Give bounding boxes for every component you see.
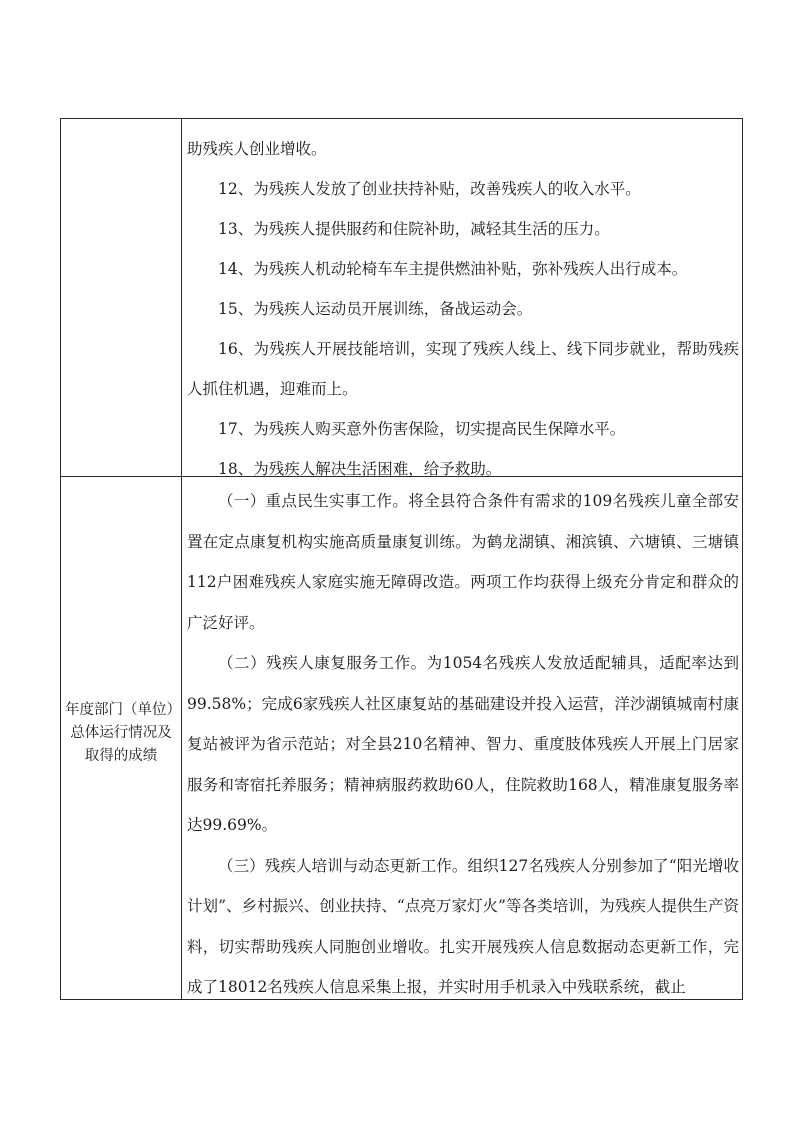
paragraph: 17、为残疾人购买意外伤害保险，切实提高民生保障水平。 — [218, 420, 626, 438]
paragraph: 助残疾人创业增收。 — [187, 140, 327, 158]
paragraph: 15、为残疾人运动员开展训练，备战运动会。 — [218, 300, 533, 318]
row-header-line: 取得的成绩 — [84, 748, 158, 764]
upper-content-cell — [187, 129, 739, 489]
paragraph: 12、为残疾人发放了创业扶持补贴，改善残疾人的收入水平。 — [218, 180, 641, 198]
paragraph: （三）残疾人培训与动态更新工作。组织127名残疾人分别参加了“阳光增收计划”、乡村振兴、创业扶持、“点亮万家灯火”等各类培训，为残疾人提供生产资料，切实帮助残疾人同胞创业增收。扎实开展残疾人信息数据动态更新工作，完成了18012名残疾人信息采集上报，并实时用手机录入中残联系统，截止 — [187, 856, 739, 996]
paragraph: （一）重点民生实事工作。将全县符合条件有需求的109名残疾儿童全部安置在定点康复机构实施高质量康复训练。为鹤龙湖镇、湘滨镇、六塘镇、三塘镇112户困难残疾人家庭实施无障碍改造。两项工作均获得上级充分肯定和群众的广泛好评。 — [187, 492, 739, 632]
paragraph: 13、为残疾人提供服药和住院补助，减轻其生活的压力。 — [218, 220, 610, 238]
report-table — [60, 118, 743, 1000]
paragraph: 18、为残疾人解决生活困难，给予救助。 — [218, 460, 502, 478]
lower-content-cell — [187, 481, 739, 1008]
column-divider — [181, 119, 182, 999]
paragraph: （二）残疾人康复服务工作。为1054名残疾人发放适配辅具，适配率达到99.58%；完成6家残疾人社区康复站的基础建设并投入运营，洋沙湖镇城南村康复站被评为省示范站；对全县210名精神、智力、重度肢体残疾人开展上门居家服务和寄宿托养服务；精神病服药救助60人，住院救助168人，精准康复服务率达99.69%。 — [187, 654, 739, 834]
row-header-label — [65, 699, 181, 768]
paragraph: 16、为残疾人开展技能培训，实现了残疾人线上、线下同步就业，帮助残疾人抓住机遇，迎难而上。 — [187, 340, 739, 398]
row-header-line: 年度部门（单位） — [65, 702, 181, 718]
paragraph: 14、为残疾人机动轮椅车车主提供燃油补贴，弥补残疾人出行成本。 — [218, 260, 688, 278]
row-header-line: 总体运行情况及 — [70, 725, 172, 741]
